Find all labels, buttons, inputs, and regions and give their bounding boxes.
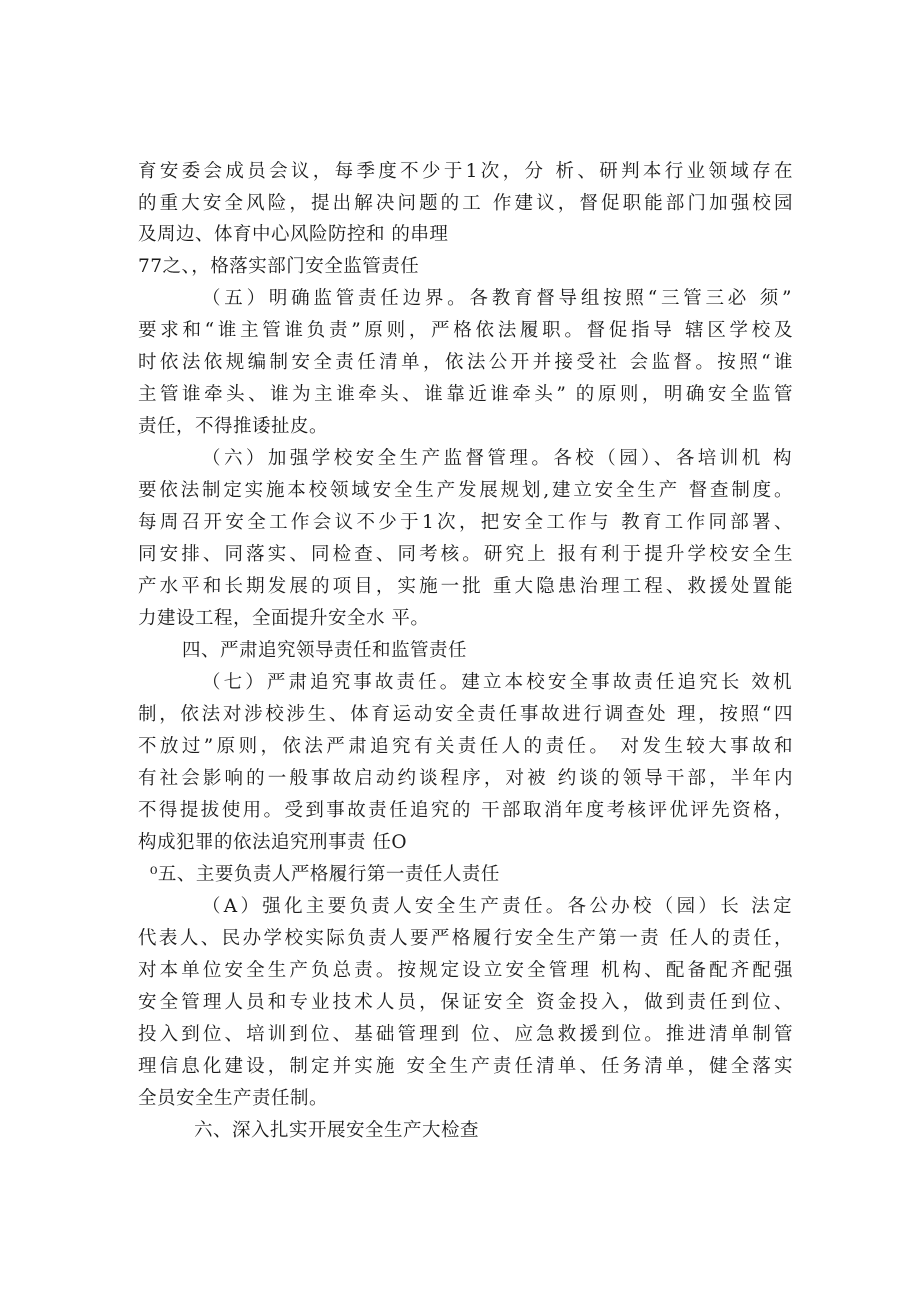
paragraph-line: 不放过”原则，依法严肃追究有关责任人的责任。 对发生较大事故和 [138, 736, 793, 757]
paragraph-line: 投入到位、培训到位、基础管理到 位、应急救援到位。推进清单制管 [138, 1024, 793, 1045]
paragraph-line: 育安委会成员会议，每季度不少于1次，分 析、研判本行业领域存在 [138, 161, 793, 182]
section-heading: 77之、，格落实部门安全监管责任 [138, 256, 420, 277]
paragraph-line: 产水平和长期发展的项目，实施一批 重大隐患治理工程、救援处置能 [138, 576, 793, 597]
paragraph-line: 时依法依规编制安全责任清单，依法公开并接受社 会监督。按照“谁 [138, 352, 793, 373]
paragraph-line: 理信息化建设，制定并实施 安全生产责任清单、任务清单，健全落实 [138, 1056, 793, 1077]
paragraph-line: （七）严肃追究事故责任。建立本校安全事故责任追究长 效机 [202, 672, 792, 693]
paragraph-line: 及周边、体育中心风险防控和 的串理 [138, 224, 449, 245]
paragraph-line: 要依法制定实施本校领域安全生产发展规划,建立安全生产 督查制度。 [138, 480, 793, 501]
paragraph-line: 力建设工程，全面提升安全水 平。 [138, 608, 430, 629]
paragraph-line: 安全管理人员和专业技术人员，保证安全 资金投入，做到责任到位、 [138, 992, 793, 1013]
paragraph-line: 全员安全生产责任制。 [138, 1088, 329, 1109]
paragraph-line: 构成犯罪的依法追究刑事责 任O [138, 832, 408, 853]
paragraph-line: 要求和“谁主管谁负责”原则，严格依法履职。督促指导 辖区学校及 [138, 320, 793, 341]
paragraph-line: （五）明确监管责任边界。各教育督导组按照“三管三必 须” [202, 288, 792, 309]
paragraph-line: 每周召开安全工作会议不少于1次，把安全工作与 教育工作同部署、 [138, 512, 793, 533]
paragraph-line: （六）加强学校安全生产监督管理。各校（园）、各培训机 构 [202, 448, 792, 469]
paragraph-line: 主管谁牵头、谁为主谁牵头、谁靠近谁牵头” 的原则，明确安全监管 [138, 384, 793, 405]
section-heading: ⁰五、主要负责人严格履行第一责任人责任 [150, 864, 500, 885]
paragraph-line: 同安排、同落实、同检查、同考核。研究上 报有利于提升学校安全生 [138, 544, 793, 565]
section-heading: 四、严肃追究领导责任和监管责任 [182, 640, 468, 661]
paragraph-line: （A）强化主要负责人安全生产责任。各公办校（园）长 法定 [202, 896, 792, 917]
section-heading: 六、深入扎实开展安全生产大检查 [194, 1120, 480, 1141]
paragraph-line: 对本单位安全生产负总责。按规定设立安全管理 机构、配备配齐配强 [138, 960, 793, 981]
paragraph-line: 责任，不得推诿扯皮。 [138, 416, 329, 437]
paragraph-line: 不得提拔使用。受到事故责任追究的 干部取消年度考核评优评先资格， [138, 800, 793, 821]
paragraph-line: 有社会影响的一般事故启动约谈程序，对被 约谈的领导干部，半年内 [138, 768, 793, 789]
paragraph-line: 代表人、民办学校实际负责人要严格履行安全生产第一责 任人的责任， [138, 928, 793, 949]
paragraph-line: 制，依法对涉校涉生、体育运动安全责任事故进行调查处 理，按照“四 [138, 704, 793, 725]
paragraph-line: 的重大安全风险，提出解决问题的工 作建议，督促职能部门加强校园 [138, 193, 793, 214]
